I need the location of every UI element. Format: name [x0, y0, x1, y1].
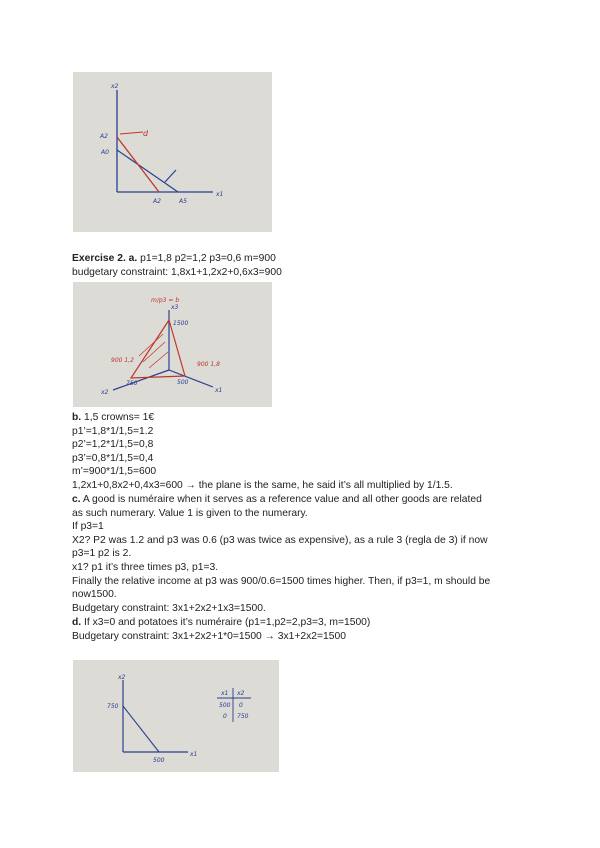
figure-3-graph	[73, 660, 279, 772]
section-c-line	[72, 493, 542, 507]
fig1-x-axis-label: x1	[216, 191, 224, 198]
section-d	[72, 616, 542, 643]
fig1-y-tick-2: A0	[101, 149, 109, 156]
section-c-text: A good is numéraire when it serves as a reference value and all other goods are related	[80, 494, 482, 505]
fig2-value-top: 1500	[173, 320, 189, 327]
fig3-table-header-x2: x2	[237, 690, 245, 697]
fig3-table-cell: 750	[237, 713, 249, 720]
section-c-line: x1? p1 it’s three times p3, p1=3.	[72, 561, 219, 573]
section-b-line: p2’=1,2*1/1,5=0,8	[72, 439, 154, 451]
section-a	[72, 252, 542, 279]
fig2-value-left: 900 1,2	[111, 357, 134, 364]
fig3-table-cell: 0	[239, 702, 243, 709]
figure-3-photo	[73, 660, 279, 772]
exercise-2a-label: Exercise 2. a.	[72, 253, 138, 264]
fig3-table-header-x1: x1	[221, 690, 229, 697]
fig3-y-tick: 750	[107, 703, 119, 710]
fig2-x-axis-label: x1	[215, 387, 223, 394]
section-d-text: If x3=0 and potatoes it’s numéraire (p1=1,p2=2,p3=3, m=1500)	[81, 617, 371, 628]
section-d-line	[72, 616, 542, 630]
fig3-table-cell: 0	[223, 713, 227, 720]
section-b-line	[72, 411, 542, 425]
figure-2-graph	[73, 282, 272, 407]
fig1-curve-label: d	[143, 129, 149, 138]
fig3-x-tick: 500	[153, 757, 165, 764]
fig2-top-label: m/p3 = b	[151, 297, 180, 304]
exercise-2a-values: p1=1,8 p2=1,2 p3=0,6 m=900	[137, 253, 276, 264]
section-a-constraint: budgetary constraint: 1,8x1+1,2x2+0,6x3=900	[72, 266, 282, 278]
section-c-line: p3=1 p2 is 2.	[72, 548, 132, 560]
fig2-y-axis-label: x2	[101, 389, 109, 396]
fig1-x-tick-1: A2	[153, 198, 161, 205]
figure-1-graph	[73, 72, 272, 232]
section-c-line: X2? P2 was 1.2 and p3 was 0.6 (p3 was twice as expensive), as a rule 3 (regla de 3) if now	[72, 534, 488, 546]
section-b-line: p3’=0,8*1/1,5=0,4	[72, 452, 154, 464]
fig1-y-tick-1: A2	[100, 133, 108, 140]
section-c-line: Finally the relative income at p3 was 900/0.6=1500 times higher. Then, if p3=1, m should be	[72, 575, 491, 587]
fig2-value-x1: 500	[177, 379, 189, 386]
section-b-text: 1,5 crowns= 1€	[81, 412, 155, 423]
fig1-y-axis-label: x2	[111, 83, 119, 90]
figure-2-photo	[73, 282, 272, 407]
fig2-value-x2: 750	[126, 380, 138, 387]
section-c-label: c.	[72, 494, 81, 505]
section-b-label: b.	[72, 412, 82, 423]
section-b-line: 1,2x1+0,8x2+0,4x3=600 → the plane is the same, he said it’s all multiplied by 1/1.5.	[72, 479, 453, 491]
section-c-line: Budgetary constraint: 3x1+2x2+1x3=1500.	[72, 602, 266, 614]
fig3-y-axis-label: x2	[118, 674, 126, 681]
section-c-line: If p3=1	[72, 521, 104, 533]
section-d-label: d.	[72, 617, 82, 628]
fig3-x-axis-label: x1	[190, 751, 198, 758]
section-c	[72, 493, 542, 615]
section-a-heading	[72, 252, 542, 266]
fig2-z-axis-label: x3	[171, 304, 179, 311]
section-c-line: as such numerary. Value 1 is given to the numerary.	[72, 507, 308, 519]
section-b-line: p1’=1,8*1/1,5=1.2	[72, 425, 154, 437]
fig2-value-right: 900 1,8	[197, 361, 220, 368]
fig3-table-cell: 500	[219, 702, 231, 709]
section-b	[72, 411, 542, 493]
figure-1-photo	[73, 72, 272, 232]
section-d-line: Budgetary constraint: 3x1+2x2+1*0=1500 → 3x1+2x2=1500	[72, 630, 346, 642]
section-b-line: m’=900*1/1,5=600	[72, 466, 157, 478]
fig1-x-tick-2: A5	[179, 198, 187, 205]
section-c-line: now1500.	[72, 589, 117, 601]
